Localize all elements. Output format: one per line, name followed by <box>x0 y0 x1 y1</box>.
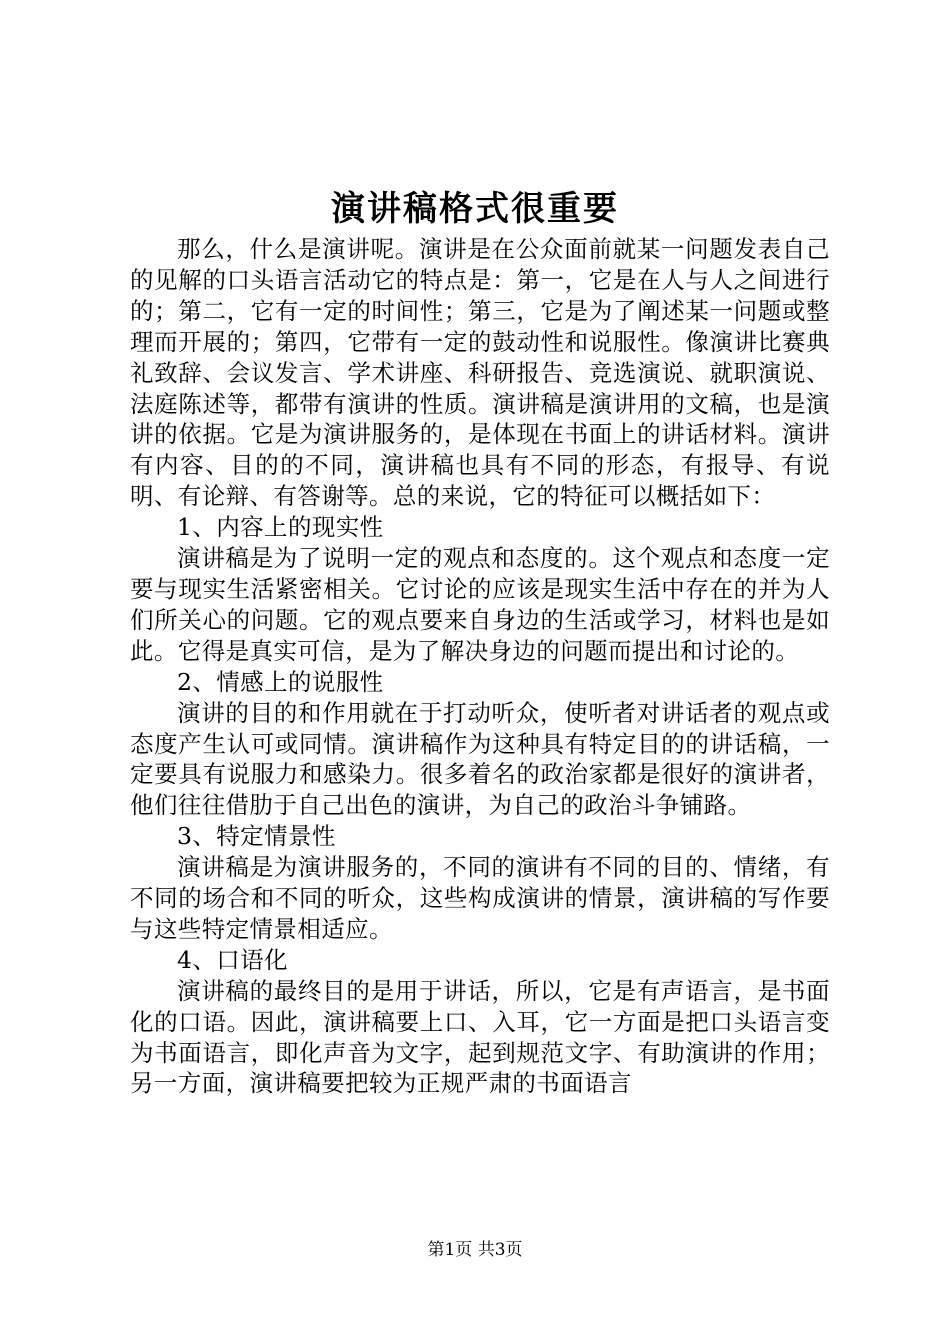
section-heading: 1、内容上的现实性 <box>177 513 384 542</box>
section-heading: 4、口语化 <box>177 945 288 974</box>
section-heading: 2、情感上的说服性 <box>177 667 384 696</box>
intro-paragraph: 那么，什么是演讲呢。演讲是在公众面前就某一问题发表自己的见解的口头语言活动它的特点是：第一，它是在人与人之间进行的；第二，它有一定的时间性；第三，它是为了阐述某一问题或整理而开展的；第四，它带有一定的鼓动性和说服性。像演讲比赛典礼致辞、会议发言、学术讲座、科研报告、竞选演说、就职演说、法庭陈述等，都带有演讲的性质。演讲稿是演讲用的文稿，也是演讲的依据。它是为演讲服务的，是体现在书面上的讲话材料。演讲有内容、目的的不同，演讲稿也具有不同的形态，有报导、有说明、有论辩、有答谢等。总的来说，它的特征可以概括如下： <box>130 235 830 511</box>
document-body <box>130 234 830 1099</box>
section-heading: 3、特定情景性 <box>177 822 336 851</box>
section-paragraph: 演讲的目的和作用就在于打动听众，使听者对讲话者的观点或态度产生认可或同情。演讲稿作为这种具有特定目的的讲话稿，一定要具有说服力和感染力。很多着名的政治家都是很好的演讲者，他们往往借肋于自己出色的演讲，为自己的政治斗争铺路。 <box>130 698 830 820</box>
document-title: 演讲稿格式很重要 <box>331 189 619 229</box>
section-1 <box>130 512 830 667</box>
section-paragraph: 演讲稿是为演讲服务的，不同的演讲有不同的目的、情绪，有不同的场合和不同的听众，这些构成演讲的情景，演讲稿的写作要与这些特定情景相适应。 <box>130 853 830 943</box>
page-footer: 第1页 共3页 <box>427 1240 523 1260</box>
section-3 <box>130 821 830 945</box>
section-paragraph: 演讲稿是为了说明一定的观点和态度的。这个观点和态度一定要与现实生活紧密相关。它讨论的应该是现实生活中存在的并为人们所关心的问题。它的观点要来自身边的生活或学习，材料也是如此。它得是真实可信，是为了解决身边的问题而提出和讨论的。 <box>130 544 830 665</box>
section-4 <box>130 945 830 1100</box>
section-paragraph: 演讲稿的最终目的是用于讲话，所以，它是有声语言，是书面化的口语。因此，演讲稿要上口、入耳，它一方面是把口头语言变为书面语言，即化声音为文字，起到规范文字、有助演讲的作用；另一方面，演讲稿要把较为正规严肃的书面语言 <box>130 976 830 1098</box>
section-2 <box>130 667 830 822</box>
